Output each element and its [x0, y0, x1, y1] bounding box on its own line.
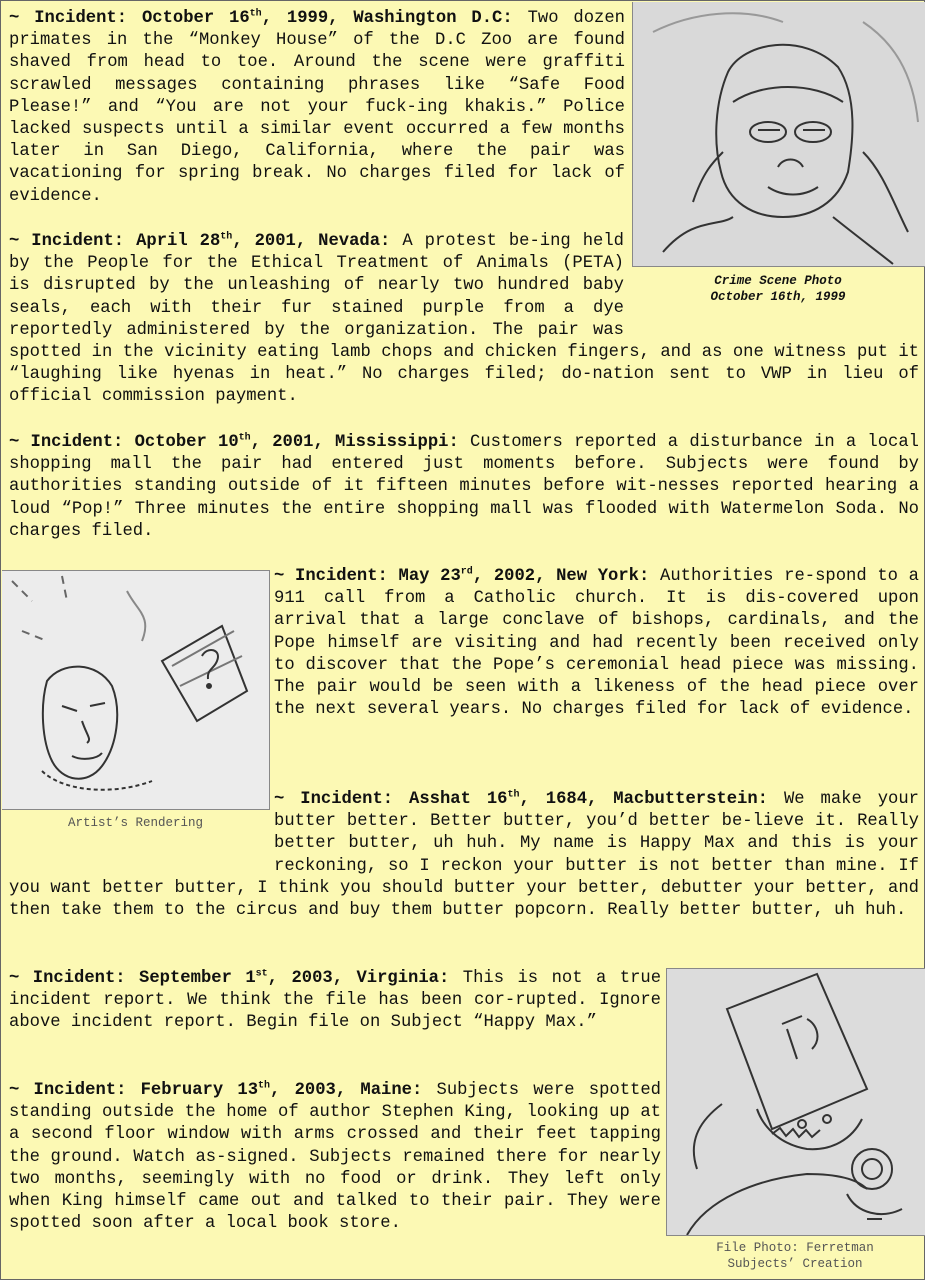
incident-7	[9, 1080, 661, 1235]
artist-rendering-photo	[2, 570, 270, 810]
incident-7-body: Subjects were spotted standing outside the home of author Stephen King, looking up at a second floor window with arms crossed and their feet tapping the ground. Watch as-signed. Subjects remained there for nearly two months, seemingly with no food or drink. They left only when King himself came out and talked to their pair. They were spotted soon after a local book store.	[9, 1081, 661, 1234]
incident-2-body: A protest be-ing held by the People for the Ethical Treatment of Animals (PETA) is disrupted by the unleashing of nearly two hundred baby seals, each with their fur stained purple from a dye reportedly administered by the organization. The pair was spotted in the vicinity eating lamb chops and chicken fingers, and as one witness put it “laughing like hyenas in heat.” No charges filed; do-nation sent to VWP in lieu of official commission payment.	[9, 232, 919, 407]
incident-6	[9, 968, 661, 1035]
incident-6-heading: ~ Incident: September 1st, 2003, Virginia:	[9, 968, 450, 988]
incident-4-body: Authorities re-spond to a 911 call from a Catholic church. It is dis-covered upon arrival that a large conclave of bishops, cardinals, and the Pope himself are visiting and had recently been received only to discover that the Pope’s ceremonial head piece was missing. The pair would be seen with a likeness of the head piece over the next several years. No charges filed for lack of evidence.	[274, 567, 919, 720]
crime-scene-caption: Crime Scene Photo October 16th, 1999	[710, 274, 846, 304]
incident-5	[9, 789, 919, 922]
incident-1-heading: ~ Incident: October 16th, 1999, Washington D.C:	[9, 8, 513, 28]
incident-5-body: We make your butter better. Better butter, you’d better be-lieve it. Really better butter, uh huh. My name is Happy Max and this is your reckoning, so I reckon your butter is not better than mine. If you want better butter, I think you should butter your better, debutter your better, and then take them to the circus and buy them butter popcorn. Really better butter, uh huh.	[9, 790, 919, 921]
crime-scene-photo	[632, 2, 925, 267]
file-photo	[666, 968, 925, 1236]
incident-3-body: Customers reported a disturbance in a local shopping mall the pair had entered just moments before. Subjects were found by authorities standing outside of it fifteen minutes before wit-nesses reported hearing a loud “Pop!” Three minutes the entire shopping mall was flooded with Watermelon Soda. No charges filed.	[9, 433, 919, 541]
incident-4	[274, 566, 919, 721]
incident-4-heading: ~ Incident: May 23rd, 2002, New York:	[274, 566, 650, 586]
artist-rendering-caption: Artist’s Rendering	[67, 816, 204, 830]
incident-7-heading: ~ Incident: February 13th, 2003, Maine:	[9, 1080, 423, 1100]
incident-3-heading: ~ Incident: October 10th, 2001, Mississippi:	[9, 432, 459, 452]
incident-1	[9, 8, 625, 208]
incident-6-body: This is not a true incident report. We think the file has been cor-rupted. Ignore above incident report. Begin file on Subject “Happy Max.”	[9, 969, 662, 1033]
incident-5-heading: ~ Incident: Asshat 16th, 1684, Macbutterstein:	[274, 789, 768, 809]
incident-2	[9, 231, 919, 409]
incident-3	[9, 432, 919, 543]
incident-2-heading: ~ Incident: April 28th, 2001, Nevada:	[9, 231, 391, 251]
file-photo-caption: File Photo: Ferretman Subjects’ Creation	[716, 1241, 874, 1271]
incident-1-body: Two dozen primates in the “Monkey House” of the D.C Zoo are found shaved from head to toe. Around the scene were graffiti scrawled messages containing phrases like “Safe Food Please!” and “You are not your fuck-ing khakis.” Police lacked suspects until a similar event occurred a few months later in San Diego, California, where the pair was vacationing for spring break. No charges filed for lack of evidence.	[9, 9, 625, 206]
